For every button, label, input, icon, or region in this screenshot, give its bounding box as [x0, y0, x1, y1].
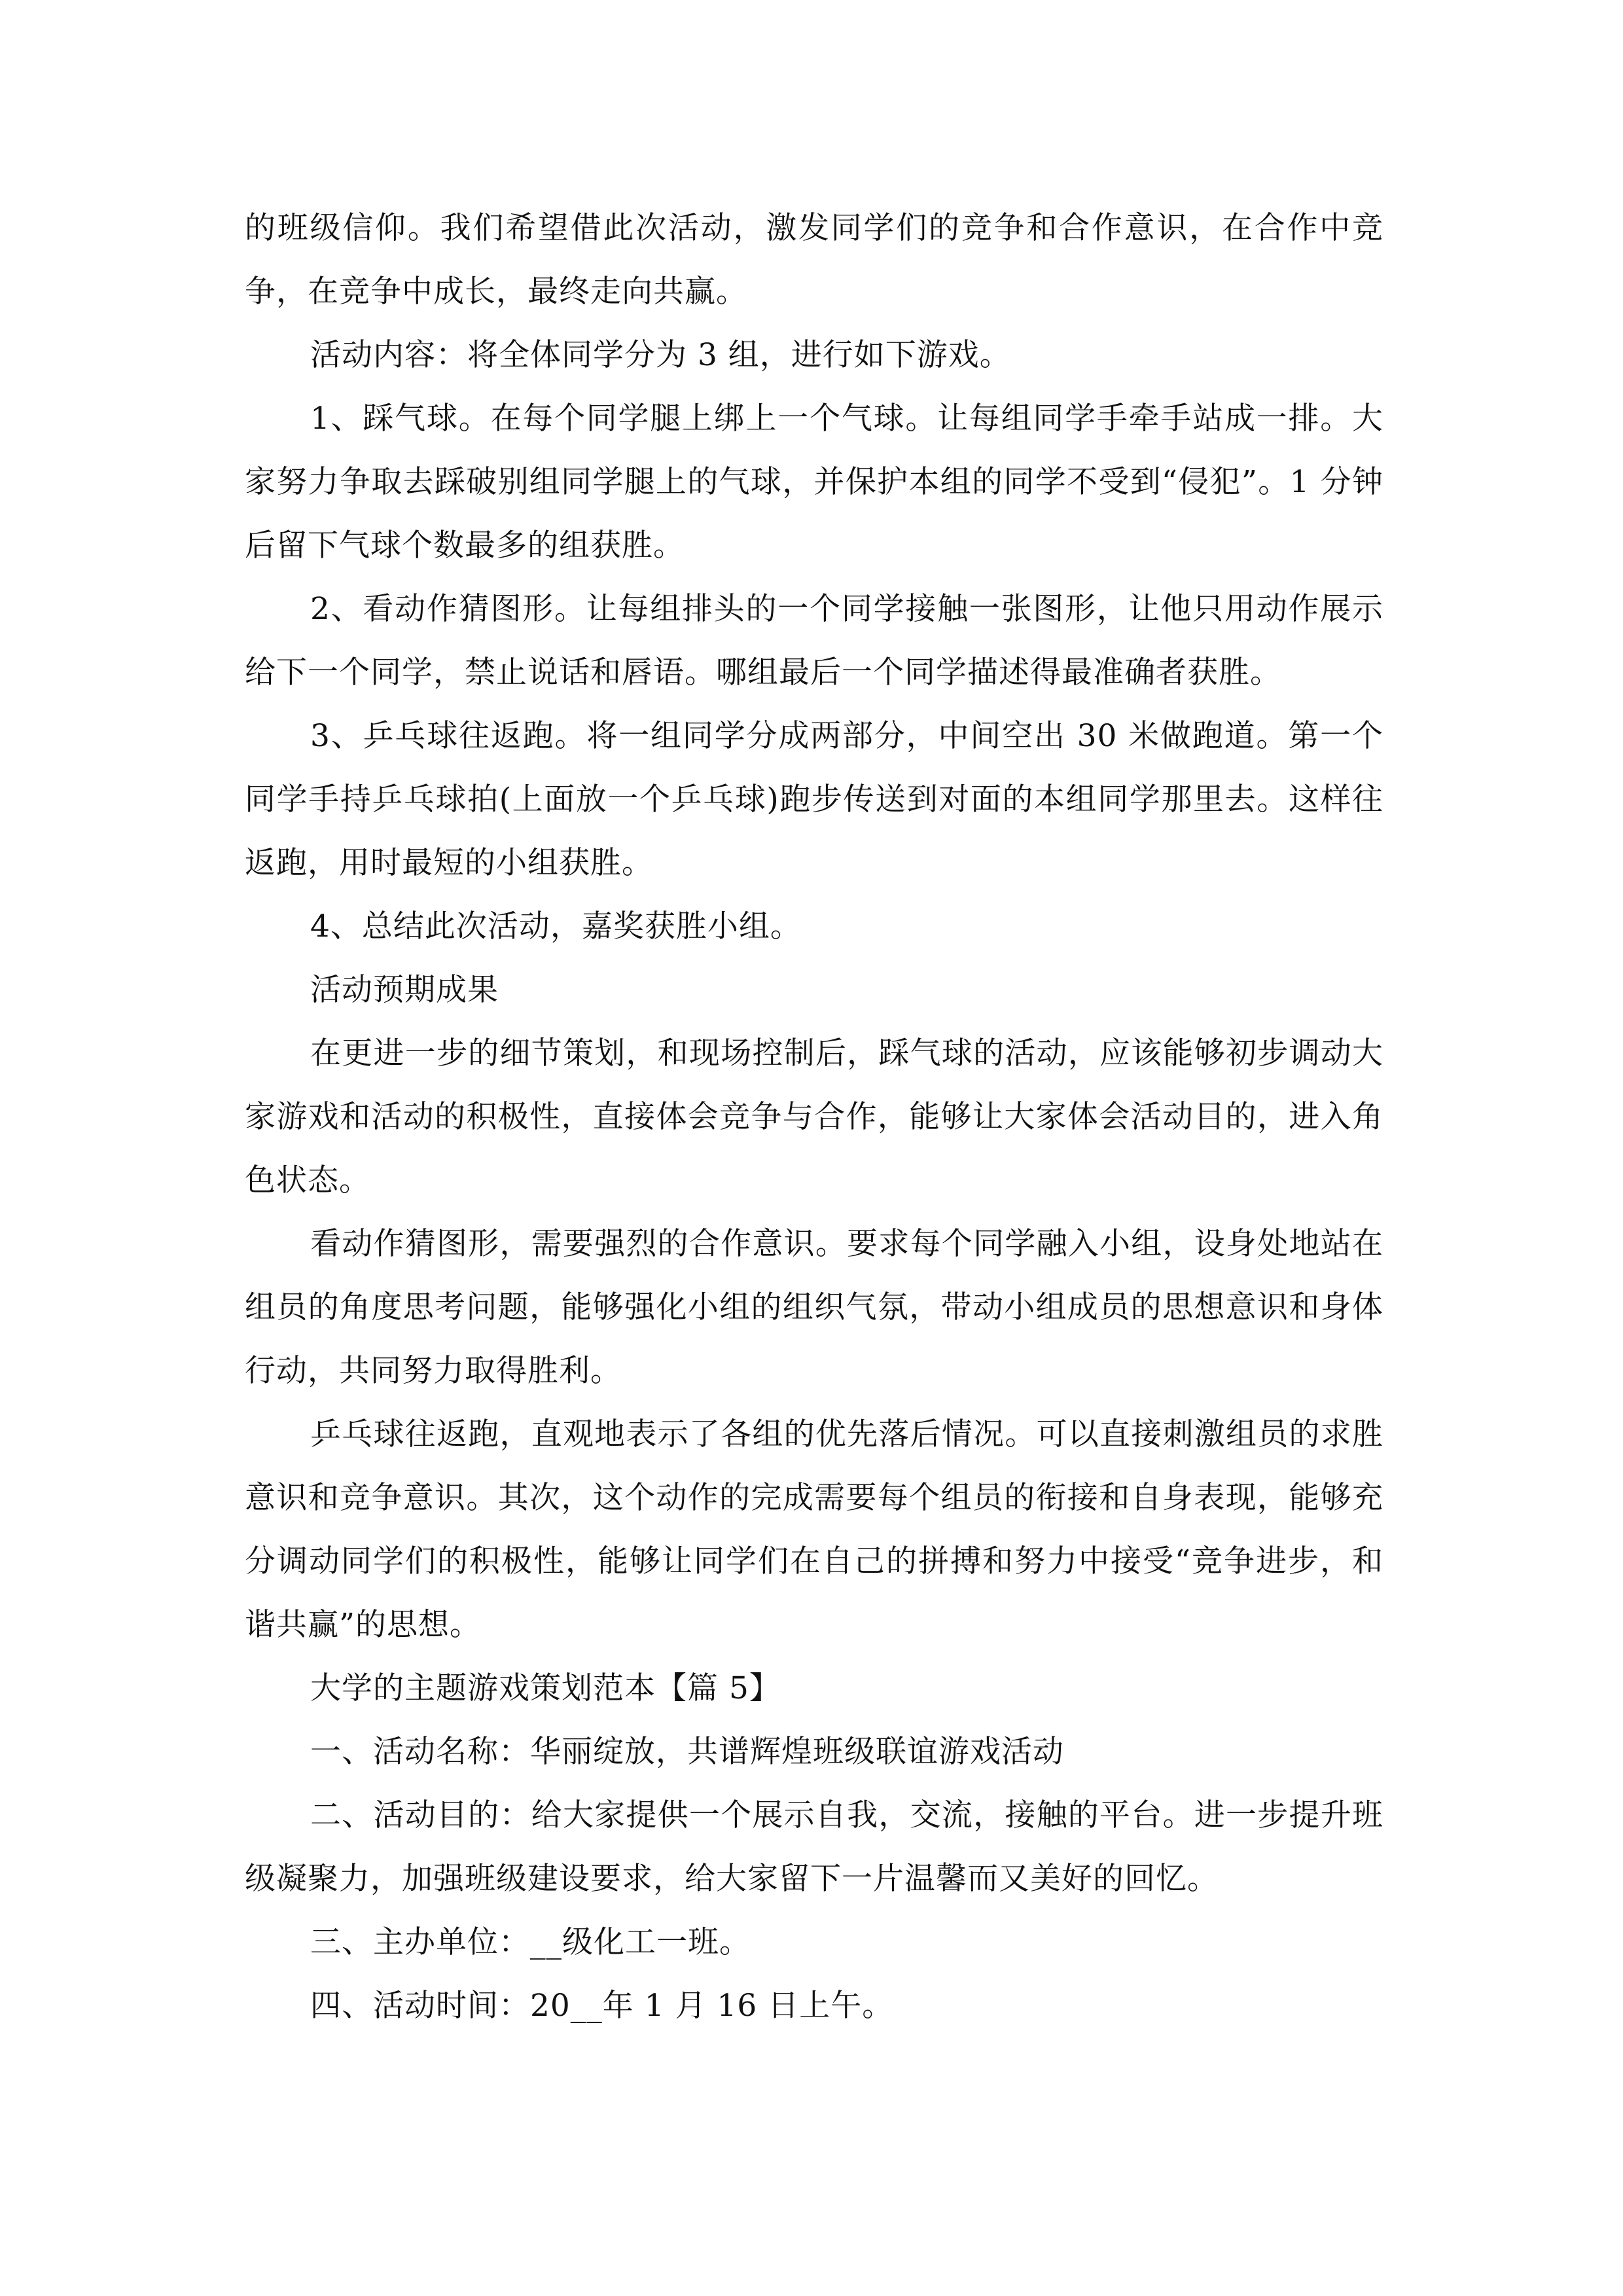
- paragraph-activity-content: 活动内容：将全体同学分为 3 组，进行如下游戏。: [310, 337, 1011, 373]
- paragraph-ping-pong-relay: 3、乒乓球往返跑。将一组同学分成两部分，中间空出 30 米做跑道。第一个同学手持乒乓球拍(上面放一个乒乓球)跑步传送到对面的本组同学那里去。这样往返跑，用时最短的小组获胜。: [245, 718, 1383, 881]
- paragraph-balloon-result: 在更进一步的细节策划，和现场控制后，踩气球的活动，应该能够初步调动大家游戏和活动的积极性，直接体会竞争与合作，能够让大家体会活动目的，进入角色状态。: [245, 1035, 1383, 1198]
- paragraph-balloon-game: 1、踩气球。在每个同学腿上绑上一个气球。让每组同学手牵手站成一排。大家努力争取去踩破别组同学腿上的气球，并保护本组的同学不受到“侵犯”。1 分钟后留下气球个数最多的组获胜。: [245, 401, 1383, 564]
- paragraph-activity-time: 四、活动时间：20__年 1 月 16 日上午。: [310, 1988, 894, 2024]
- paragraph-ping-pong-result: 乒乓球往返跑，直观地表示了各组的优先落后情况。可以直接刺激组员的求胜意识和竞争意识。其次，这个动作的完成需要每个组员的衔接和自身表现，能够充分调动同学们的积极性，能够让同学们在自己的拼搏和努力中接受“竞争进步，和谐共赢”的思想。: [245, 1416, 1383, 1643]
- paragraph-organizer: 三、主办单位：__级化工一班。: [310, 1924, 751, 1960]
- document-page: [245, 196, 1383, 2037]
- paragraph-summary-award: 4、总结此次活动，嘉奖获胜小组。: [310, 908, 802, 944]
- paragraph-activity-purpose: 二、活动目的：给大家提供一个展示自我，交流，接触的平台。进一步提升班级凝聚力，加强班级建设要求，给大家留下一片温馨而又美好的回忆。: [245, 1797, 1383, 1897]
- paragraph-guess-shape-result: 看动作猜图形，需要强烈的合作意识。要求每个同学融入小组，设身处地站在组员的角度思考问题，能够强化小组的组织气氛，带动小组成员的思想意识和身体行动，共同努力取得胜利。: [245, 1226, 1383, 1389]
- paragraph-activity-name: 一、活动名称：华丽绽放，共谱辉煌班级联谊游戏活动: [310, 1734, 1064, 1770]
- section-heading-expected-results: 活动预期成果: [310, 972, 499, 1008]
- section-heading-template-5: 大学的主题游戏策划范本【篇 5】: [310, 1670, 781, 1706]
- paragraph-guess-shape-game: 2、看动作猜图形。让每组排头的一个同学接触一张图形，让他只用动作展示给下一个同学，禁止说话和唇语。哪组最后一个同学描述得最准确者获胜。: [245, 591, 1383, 691]
- paragraph-class-belief: 的班级信仰。我们希望借此次活动，激发同学们的竞争和合作意识，在合作中竞争，在竞争中成长，最终走向共赢。: [245, 210, 1383, 310]
